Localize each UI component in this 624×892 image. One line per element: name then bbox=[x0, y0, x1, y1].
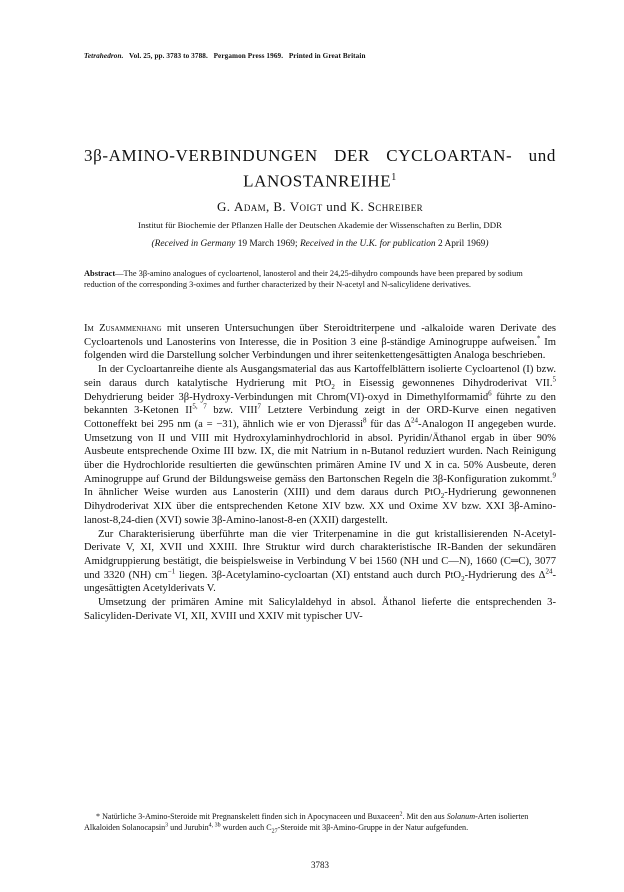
footnote-text: -Steroide mit 3β-Amino-Gruppe in der Natur aufgefunden. bbox=[277, 822, 469, 832]
uk-received-date: 2 April 1969 bbox=[435, 239, 486, 249]
subscript: 2 bbox=[440, 492, 445, 501]
reference-marker: 9 bbox=[552, 471, 556, 480]
footnote-text: und Jurubin bbox=[168, 822, 209, 832]
footnote-marker: * bbox=[536, 334, 541, 343]
author-list bbox=[84, 199, 556, 215]
title-line-2 bbox=[84, 167, 556, 193]
footnote-text: -Arten isolierten Alkaloiden Solanocapsin bbox=[84, 812, 529, 832]
footnote-italic: Solanum bbox=[446, 812, 476, 821]
paragraph-1 bbox=[84, 322, 556, 363]
received-label: Received in Germany bbox=[154, 239, 236, 249]
journal-name: Tetrahedron. bbox=[84, 52, 124, 60]
received-dates: (Received in Germany 19 March 1969; Received in the U.K. for publication 2 April 1969) bbox=[151, 239, 489, 249]
superscript: −1 bbox=[167, 567, 176, 576]
author-2-initial: , B. bbox=[266, 199, 290, 214]
subscript: 27 bbox=[271, 828, 278, 835]
article-title bbox=[84, 145, 556, 193]
author-connector: und K. bbox=[322, 199, 368, 214]
subscript: 2 bbox=[461, 574, 465, 583]
paragraph-2-text: für das Δ bbox=[366, 418, 412, 430]
author-1-initial: G. bbox=[216, 199, 235, 214]
paragraph-2-text: In der Cycloartanreihe diente als Ausgangsmaterial das aus Kartoffelblättern isolierte Cycloartenol (I) bzw. sein daraus durch katalytische Hydrierung mit PtO bbox=[84, 364, 556, 389]
reference-marker: 7 bbox=[257, 402, 261, 411]
paragraph-2-text: Dehydrierung beider 3β-Hydroxy-Verbindungen mit Chrom(VI)-oxyd in Dimethylformamid bbox=[84, 391, 489, 403]
author-3-name: Schreiber bbox=[367, 199, 424, 214]
subscript: 2 bbox=[331, 382, 335, 391]
paragraph-3-text: -Hydrierung des Δ bbox=[464, 569, 546, 581]
reference-marker: 3 bbox=[165, 821, 169, 828]
reference-marker: 8 bbox=[363, 416, 367, 425]
footnote-text: wurden auch C bbox=[220, 822, 272, 832]
footnote-mark: * bbox=[96, 812, 103, 821]
title-line-2-text: LANOSTANREIHE bbox=[243, 171, 392, 191]
footnote bbox=[84, 812, 554, 833]
paragraph-1-text-a: mit unseren Untersuchungen über Steroidtriterpene und -alkaloide waren Derivate des Cycloartenols und Lanosterins von Interesse, die in Position 3 eine β-ständige Aminogruppe aufweisen. bbox=[84, 323, 557, 348]
reference-marker: 5, 7 bbox=[192, 402, 207, 411]
author-1-name: Adam bbox=[234, 199, 267, 214]
journal-printed: Printed in Great Britain bbox=[288, 52, 366, 60]
received-date: 19 March 1969; bbox=[235, 239, 300, 249]
paragraph-1-text-b: Im folgenden wird die Darstellung solcher Verbindungen und ihrer seitenkettengesättigten Analoga beschrieben. bbox=[84, 336, 556, 362]
paragraph-2-text: bzw. VIII bbox=[206, 405, 258, 417]
paragraph-3 bbox=[84, 528, 556, 597]
reference-marker: 6 bbox=[488, 388, 492, 397]
page-number: 3783 bbox=[311, 860, 329, 870]
paragraph-2 bbox=[84, 363, 556, 527]
footnote-text: . Mit den aus bbox=[402, 812, 447, 821]
institution: Institut für Biochemie der Pflanzen Halle der Deutschen Akademie der Wissenschaften zu Berlin, DDR bbox=[138, 220, 502, 230]
paragraph-1-lead: Im Zusammenhang bbox=[84, 323, 162, 334]
title-line-1: 3β-AMINO-VERBINDUNGEN DER CYCLOARTAN- und bbox=[84, 146, 556, 165]
author-2-name: Voigt bbox=[289, 199, 323, 214]
journal-publisher: Pergamon Press 1969. bbox=[213, 52, 284, 60]
paragraph-3-text: -ungesättigten Acetylderivats V. bbox=[84, 569, 556, 595]
title-footnote-ref: 1 bbox=[391, 172, 397, 183]
journal-header bbox=[84, 52, 366, 60]
paragraph-2-text: führte zu den bekannten 3-Ketonen II bbox=[84, 391, 556, 417]
paragraph-2-text: In ähnlicher Weise wurden aus Lanosterin (XIII) und dem daraus durch PtO bbox=[84, 487, 441, 499]
body-text bbox=[84, 322, 556, 623]
abstract bbox=[84, 268, 552, 290]
paragraph-3-text: Zur Charakterisierung überführte man die vier Triterpenamine in die gut kristallisierenden N-Acetyl-Derivate V, XI, XVII und XXIII. Ihre Struktur wird durch charakteristische IR-Banden der sekundären Amidgruppierung bestätigt, die beispielsweise in Verbindung V bei 1560 (NH und C—N), 1660 (C═C), 3077 und 3320 (NH) cm bbox=[84, 528, 556, 581]
reference-marker: 4, 3b bbox=[208, 821, 221, 828]
paragraph-4: Umsetzung der primären Amine mit Salicylaldehyd in absol. Äthanol lieferte die entsprechenden 3-Salicyliden-Derivate VI, XII, XVIII und XXIV mit typischer UV- bbox=[84, 597, 556, 622]
paragraph-2-text: in Eisessig gewonnenes Dihydroderivat VII. bbox=[334, 377, 553, 389]
paragraph-2-text: -Analogon II angegeben wurde. Umsetzung von II und VIII mit Hydroxylaminhydrochlorid in absol. Pyridin/Äthanol ergab in über 90% Ausbeute entsprechende Oxime III bzw. IX, die mit Natrium in n-Butanol reduziert wurden. Nach Reinigung über die Hydrochloride resultierten die gewünschten primären Amine IV und X in ca. 50% Ausbeute, deren Aminogruppe auf Grund der Bildungsweise gemäss den Bartonschen Regeln die 3β-Konfiguration zukommt. bbox=[84, 418, 556, 485]
abstract-text: —The 3β-amino analogues of cycloartenol, lanosterol and their 24,25-dihydro compounds have been prepared by sodium reduction of the corresponding 3-oximes and further characterized by their N-acetyl and N-salicylidene derivatives. bbox=[84, 269, 523, 289]
reference-marker: 2 bbox=[399, 811, 403, 818]
paragraph-2-text: Letztere Verbindung zeigt in der ORD-Kurve einen negativen Cottoneffekt bei 295 nm (a = −31), ähnlich wie er von Djerassi bbox=[84, 405, 557, 430]
journal-citation: Vol. 25, pp. 3783 to 3788. bbox=[129, 52, 208, 60]
paragraph-3-text: liegen. 3β-Acetylamino-cycloartan (XI) entstand auch durch PtO bbox=[175, 569, 462, 581]
paragraph-2-text: -Hydrierung gewonnenen Dihydroderivat XIX über die entsprechenden Ketone XIV bzw. XX und Oxime XV bzw. XXI 3β-Amino-lanost-8,24-dien (XVI) sowie 3β-Amino-lanost-8-en (XXII) dargestellt. bbox=[84, 487, 556, 526]
abstract-label: Abstract bbox=[84, 269, 116, 278]
footnote-text: Natürliche 3-Amino-Steroide mit Pregnanskelett finden sich in Apocynaceen und Buxaceen bbox=[102, 812, 400, 821]
uk-received-label: Received in the U.K. for publication bbox=[299, 239, 436, 249]
superscript: 24 bbox=[545, 567, 553, 576]
reference-marker: 5 bbox=[552, 375, 556, 384]
superscript: 24 bbox=[411, 416, 419, 425]
